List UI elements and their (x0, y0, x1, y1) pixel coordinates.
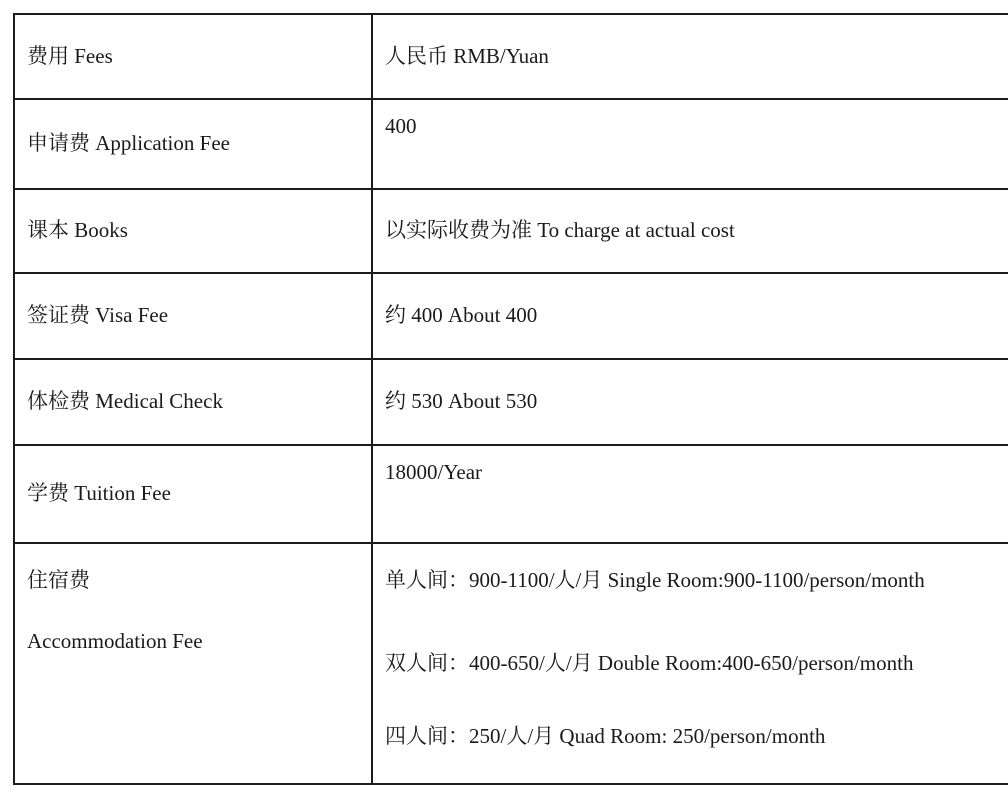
row-value-cell (372, 273, 1008, 359)
row-value-cell (372, 359, 1008, 445)
quad-room-price: 四人间：250/人/月 Quad Room: 250/person/month (385, 724, 826, 749)
accommodation-label-zh: 住宿费 (27, 568, 90, 592)
header-currency-label: 人民币 RMB/Yuan (385, 43, 549, 68)
visa-fee-label: 签证费 Visa Fee (27, 303, 169, 328)
row-value-cell (372, 189, 1008, 273)
tuition-fee-value: 18000/Year (385, 460, 483, 484)
header-currency-cell (372, 14, 1008, 99)
row-item-cell (14, 445, 372, 543)
medical-check-label: 体检费 Medical Check (27, 389, 223, 414)
row-item-cell (14, 273, 372, 359)
row-item-cell (14, 189, 372, 273)
application-fee-value: 400 (385, 114, 417, 138)
row-value-cell (372, 99, 1008, 189)
visa-fee-value: 约 400 About 400 (385, 303, 538, 328)
accommodation-value-cell (372, 543, 1008, 784)
books-value: 以实际收费为准 To charge at actual cost (385, 218, 735, 243)
table-row (14, 189, 1008, 273)
table-row (14, 445, 1008, 543)
double-room-price: 双人间：400-650/人/月 Double Room:400-650/person/month (385, 651, 914, 676)
table-header-row (14, 14, 1008, 99)
medical-check-value: 约 530 About 530 (385, 389, 538, 414)
table-row (14, 273, 1008, 359)
table-row (14, 359, 1008, 445)
row-item-cell (14, 99, 372, 189)
accommodation-item-cell (14, 543, 372, 784)
single-room-price: 单人间：900-1100/人/月 Single Room:900-1100/person/month (385, 568, 925, 592)
row-value-cell (372, 445, 1008, 543)
header-fees-label: 费用 Fees (27, 43, 113, 68)
fee-table (13, 13, 1008, 785)
books-label: 课本 Books (27, 218, 128, 243)
row-item-cell (14, 359, 372, 445)
header-fees-cell (14, 14, 372, 99)
tuition-fee-label: 学费 Tuition Fee (27, 481, 171, 506)
accommodation-label-en: Accommodation Fee (27, 629, 203, 654)
accommodation-row (14, 543, 1008, 784)
table-row (14, 99, 1008, 189)
application-fee-label: 申请费 Application Fee (27, 131, 230, 156)
